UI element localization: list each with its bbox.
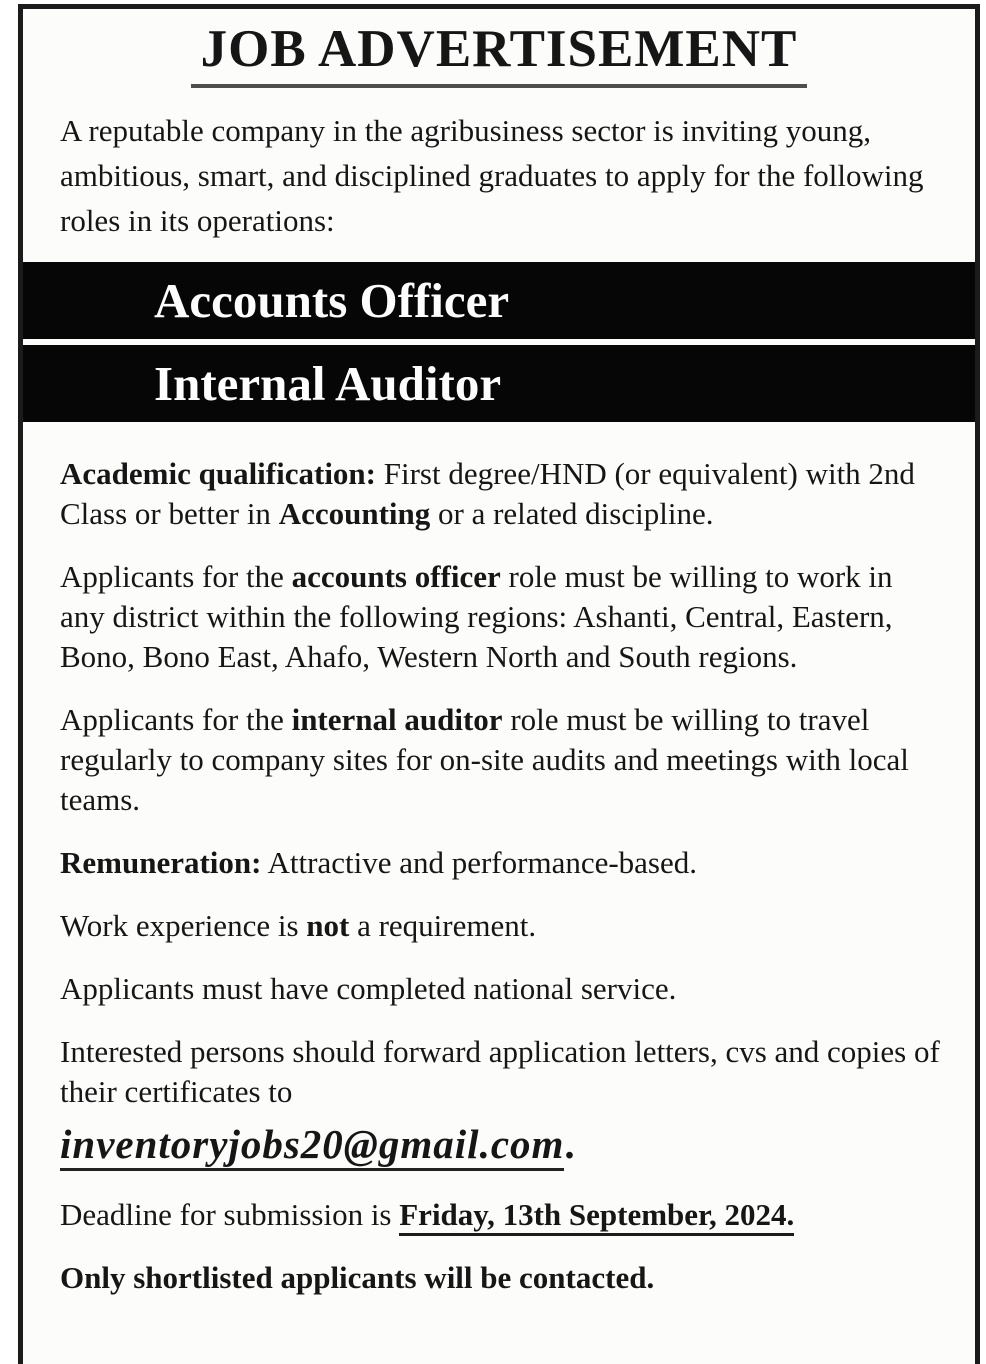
internal-auditor-pre-text: Applicants for the (60, 701, 292, 737)
accounts-officer-paragraph (60, 557, 945, 677)
remuneration-text: Attractive and performance-based. (261, 844, 697, 880)
accounts-officer-tail-text: role must be willing to work in any district within the following regions: Ashanti, Central, Eastern, Bono, Bono East, Ahafo, Western North and South regions. (60, 558, 893, 674)
internal-auditor-bold-text: internal auditor (291, 701, 503, 737)
apply-text: Interested persons should forward application letters, cvs and copies of their certificates to (60, 1033, 940, 1109)
remuneration-label: Remuneration: (60, 844, 262, 880)
advert-sheet (18, 4, 980, 1364)
national-service-paragraph: Applicants must have completed national service. (60, 970, 677, 1006)
intro-paragraph: A reputable company in the agribusiness sector is inviting young, ambitious, smart, and disciplined graduates to apply for the following roles in its operations: (60, 112, 924, 238)
internal-auditor-tail-text: role must be willing to travel regularly to company sites for on-site audits and meetings with local teams. (60, 701, 909, 817)
academic-qualification-tail: or a related discipline. (430, 495, 714, 531)
role-banner-internal-auditor (23, 345, 975, 422)
intro-block (23, 108, 975, 243)
accounting-bold-text: Accounting (278, 495, 431, 531)
application-email: inventoryjobs20@gmail.com (60, 1121, 564, 1171)
details-block (23, 454, 975, 1298)
experience-not-bold: not (306, 907, 350, 943)
role-banner-accounts-officer (23, 262, 975, 339)
accounts-officer-bold-text: accounts officer (291, 558, 501, 594)
experience-pre-text: Work experience is (60, 907, 307, 943)
academic-qualification-paragraph (60, 454, 945, 534)
internal-auditor-paragraph (60, 700, 945, 820)
experience-tail-text: a requirement. (349, 907, 537, 943)
role-label-internal-auditor: Internal Auditor (154, 355, 502, 411)
deadline-date: Friday, 13th September, 2024. (399, 1197, 794, 1236)
deadline-pre-text: Deadline for submission is (60, 1196, 400, 1232)
title-row (23, 22, 975, 88)
role-label-accounts-officer: Accounts Officer (154, 272, 510, 328)
academic-qualification-label: Academic qualification: (60, 455, 376, 491)
academic-qualification-text: First degree/HND (or equivalent) with 2nd Class or better in (60, 455, 915, 531)
remuneration-paragraph (60, 843, 945, 883)
page-title: JOB ADVERTISEMENT (191, 22, 808, 88)
accounts-officer-pre-text: Applicants for the (60, 558, 292, 594)
experience-paragraph (60, 906, 945, 946)
shortlist-notice: Only shortlisted applicants will be contacted. (60, 1259, 655, 1295)
email-period: . (564, 1120, 575, 1167)
email-line (60, 1120, 945, 1172)
deadline-paragraph (60, 1195, 945, 1235)
apply-paragraph (60, 1032, 945, 1172)
